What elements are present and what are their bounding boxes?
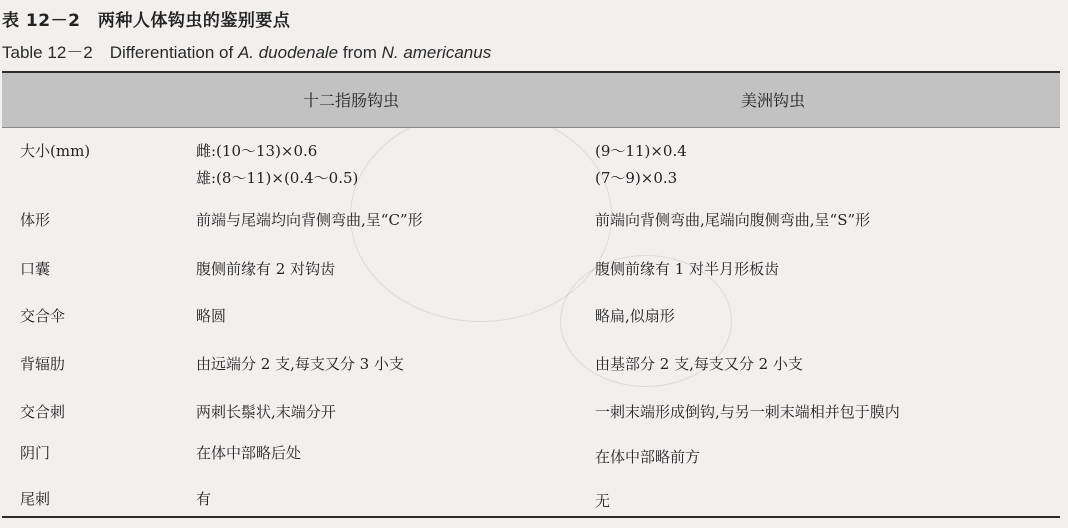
cell-duodenale: 两刺长鬃状,末端分开 bbox=[196, 403, 336, 421]
cell-duodenale: 略圆 bbox=[196, 307, 227, 325]
row-label: 交合刺 bbox=[20, 403, 66, 421]
row-label: 交合伞 bbox=[20, 307, 66, 325]
column-header-duodenale: 十二指肠钩虫 bbox=[303, 91, 400, 110]
cell-americanus: 无 bbox=[595, 492, 611, 510]
cell-americanus: 在体中部略前方 bbox=[595, 448, 701, 466]
table-bottom-rule bbox=[2, 516, 1060, 518]
caption-en-prefix: Table 12－2 Differentiation of bbox=[2, 43, 238, 62]
row-label: 阴门 bbox=[20, 444, 51, 462]
cell-duodenale: 前端与尾端均向背侧弯曲,呈“C”形 bbox=[196, 211, 423, 229]
row-label: 体形 bbox=[20, 211, 51, 229]
cell-americanus: (7～9)×0.3 bbox=[595, 169, 678, 187]
caption-en-mid: from bbox=[338, 43, 382, 62]
cell-americanus: 腹侧前缘有 1 对半月形板齿 bbox=[595, 260, 780, 278]
cell-americanus: 由基部分 2 支,每支又分 2 小支 bbox=[595, 355, 803, 373]
cell-americanus: 前端向背侧弯曲,尾端向腹侧弯曲,呈“S”形 bbox=[595, 211, 871, 229]
row-label: 背辐肋 bbox=[20, 355, 66, 373]
row-label: 尾刺 bbox=[20, 490, 51, 508]
cell-duodenale: 雌:(10～13)×0.6 bbox=[196, 142, 318, 160]
table-header-band bbox=[2, 73, 1060, 127]
cell-duodenale: 腹侧前缘有 2 对钩齿 bbox=[196, 260, 336, 278]
cell-duodenale: 在体中部略后处 bbox=[196, 444, 302, 462]
cell-americanus: (9～11)×0.4 bbox=[595, 142, 687, 160]
cell-americanus: 略扁,似扇形 bbox=[595, 307, 675, 325]
row-label: 口囊 bbox=[20, 260, 51, 278]
column-header-americanus: 美洲钩虫 bbox=[741, 91, 806, 110]
table-caption-chinese: 表 12－2 两种人体钩虫的鉴别要点 bbox=[2, 11, 291, 31]
cell-americanus: 一刺末端形成倒钩,与另一刺末端相并包于膜内 bbox=[595, 403, 900, 421]
cell-duodenale: 由远端分 2 支,每支又分 3 小支 bbox=[196, 355, 404, 373]
cell-duodenale: 有 bbox=[196, 490, 212, 508]
species-name-duodenale: A. duodenale bbox=[237, 43, 339, 62]
species-name-americanus: N. americanus bbox=[381, 43, 492, 62]
row-label: 大小(mm) bbox=[20, 142, 91, 160]
cell-duodenale: 雄:(8～11)×(0.4～0.5) bbox=[196, 169, 359, 187]
table-caption-english bbox=[2, 38, 491, 63]
table-header-rule bbox=[2, 127, 1060, 128]
